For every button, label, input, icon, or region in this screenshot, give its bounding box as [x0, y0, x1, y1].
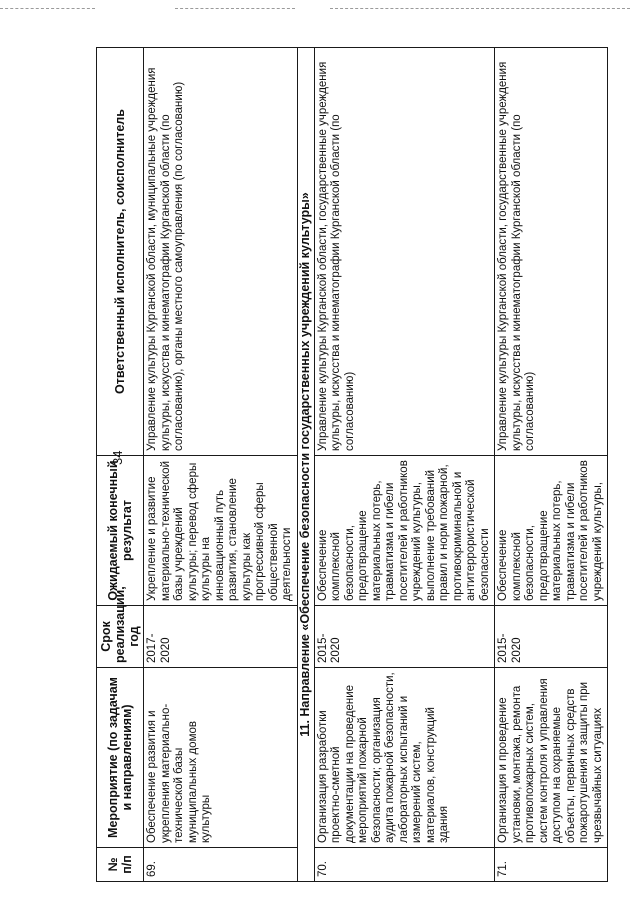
row-executor: Управление культуры Курганской области, муниципальные учреждения культуры, искусства и кинематографии Курганской области (по согласованию), органы местного самоуправления (по согласованию) [144, 48, 298, 456]
document-sheet [96, 47, 604, 882]
header-number: № п/п [97, 848, 144, 882]
page-number: 34 [110, 450, 125, 465]
row-event: Обеспечение развития и укрепления материально-технической базы муниципальных домов культуры [144, 668, 298, 848]
row-term: 2017-2020 [144, 606, 298, 668]
row-event: Организация разработки проектно-сметной документации на проведение мероприятий пожарной безопасности; организация аудита пожарной безопасности, лабораторных испытаний и измерений систем, материалов, конструкций здания [314, 668, 495, 848]
table-row [144, 48, 298, 882]
header-term: Срок реализации, год [97, 606, 144, 668]
table-row [314, 48, 495, 882]
row-number: 70. [314, 848, 495, 882]
scan-edge-mark [0, 8, 95, 9]
row-number: 69. [144, 848, 298, 882]
scan-edge-mark [330, 8, 630, 9]
header-event: Мероприятие (по задачам и направлениям) [97, 668, 144, 848]
header-executor: Ответственный исполнитель, соисполнитель [97, 48, 144, 456]
table-header-row [97, 48, 144, 882]
row-executor: Управление культуры Курганской области, государственные учреждения культуры, искусства и кинематографии Курганской области (по согласованию) [495, 48, 608, 456]
table-row [495, 48, 608, 882]
row-term: 2015-2020 [495, 606, 608, 668]
section-title: 11. Направление «Обеспечение безопасности государственных учреждений культуры» [297, 48, 314, 882]
row-event: Организация и проведение установки, монтажа, ремонта противопожарных систем, систем контроля и управления доступом на охраняемые объекты, первичных средств пожаротушения и защиты при чрезвычайных ситуациях [495, 668, 608, 848]
section-row [297, 48, 314, 882]
scan-edge-mark [175, 8, 295, 9]
measures-table [96, 47, 608, 882]
row-result: Укрепление и развитие материально-технической базы учреждений культуры; перевод сферы культуры на инновационный путь развития, становление культуры как прогрессивной сферы общественной деятельности [144, 456, 298, 606]
row-number: 71. [495, 848, 608, 882]
header-result: Ожидаемый конечный результат [97, 456, 144, 606]
row-executor: Управление культуры Курганской области, государственные учреждения культуры, искусства и кинематографии Курганской области (по согласованию) [314, 48, 495, 456]
row-result: Обеспечение комплексной безопасности, предотвращение материальных потерь, травматизма и гибели посетителей и работников учреждений культуры, выполнение требований правил и норм пожарной, противокриминальной и антитеррористической безопасности [314, 456, 495, 606]
row-term: 2015-2020 [314, 606, 495, 668]
row-result: Обеспечение комплексной безопасности, предотвращение материальных потерь, травматизма и гибели посетителей и работников учреждений культуры, [495, 456, 608, 606]
